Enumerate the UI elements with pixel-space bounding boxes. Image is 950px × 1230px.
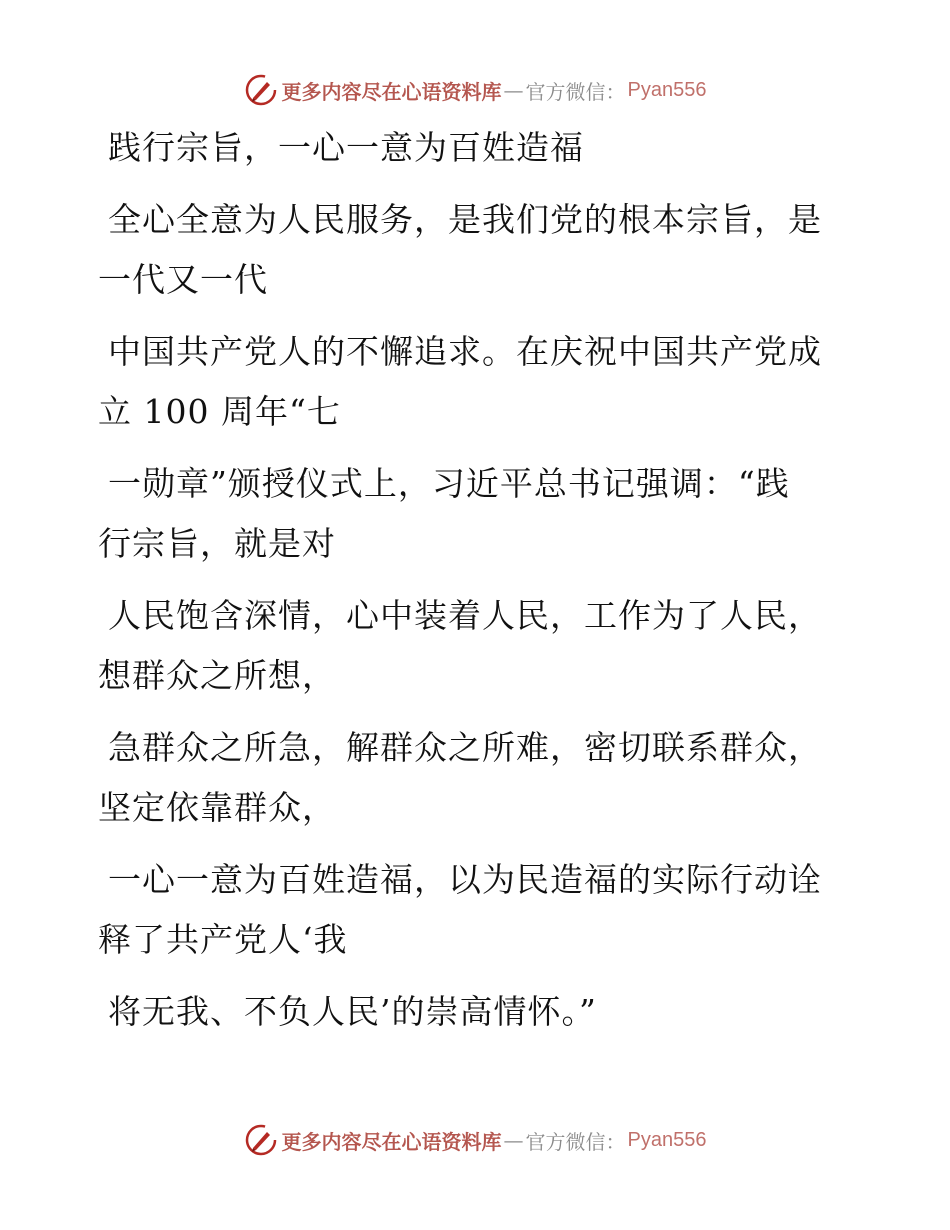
banner-separator: — (503, 78, 524, 102)
paragraph (98, 982, 838, 1042)
paragraph (98, 322, 838, 442)
banner-label: 官方微信： (525, 79, 626, 104)
paragraph-line: 中国共产党人的不懈追求。在庆祝中国共产党成 (108, 332, 822, 371)
footer-banner (0, 1120, 950, 1160)
paragraph-line: 一勋章”颁授仪式上，习近平总书记强调：“践 (108, 464, 790, 503)
paragraph-line: 释了共产党人‘我 (98, 920, 348, 959)
paragraph-line: 坚定依靠群众， (98, 788, 336, 827)
banner-text: 更多内容尽在心语资料库 (281, 1129, 502, 1154)
paragraph-line: 人民饱含深情，心中装着人民，工作为了人民， (108, 596, 822, 635)
paragraph-line: 一心一意为百姓造福，以为民造福的实际行动诠 (108, 860, 822, 899)
paragraph (98, 586, 838, 706)
banner-account: Pyan556 (627, 1128, 707, 1151)
paragraph-line: 全心全意为人民服务，是我们党的根本宗旨，是 (108, 200, 822, 239)
pen-circle-logo-icon (244, 1123, 278, 1157)
paragraph-line: 立 100 周年“七 (98, 392, 341, 431)
document-title: 践行宗旨，一心一意为百姓造福 (108, 128, 584, 167)
pen-circle-logo-icon (244, 73, 278, 107)
header-banner (0, 70, 950, 110)
paragraph-line: 将无我、不负人民’的崇高情怀。” (108, 992, 597, 1031)
paragraph-line: 想群众之所想， (98, 656, 336, 695)
paragraph (98, 718, 838, 838)
paragraph-line: 急群众之所急，解群众之所难，密切联系群众， (108, 728, 822, 767)
banner-label: 官方微信： (525, 1129, 626, 1154)
paragraph (98, 850, 838, 970)
banner-text: 更多内容尽在心语资料库 (281, 79, 502, 104)
paragraph (98, 454, 838, 574)
banner-account: Pyan556 (627, 78, 707, 101)
document-body (98, 118, 838, 1054)
banner-separator: — (503, 1128, 524, 1152)
paragraph (98, 190, 838, 310)
paragraph-line: 一代又一代 (98, 260, 268, 299)
paragraph-line: 行宗旨，就是对 (98, 524, 336, 563)
